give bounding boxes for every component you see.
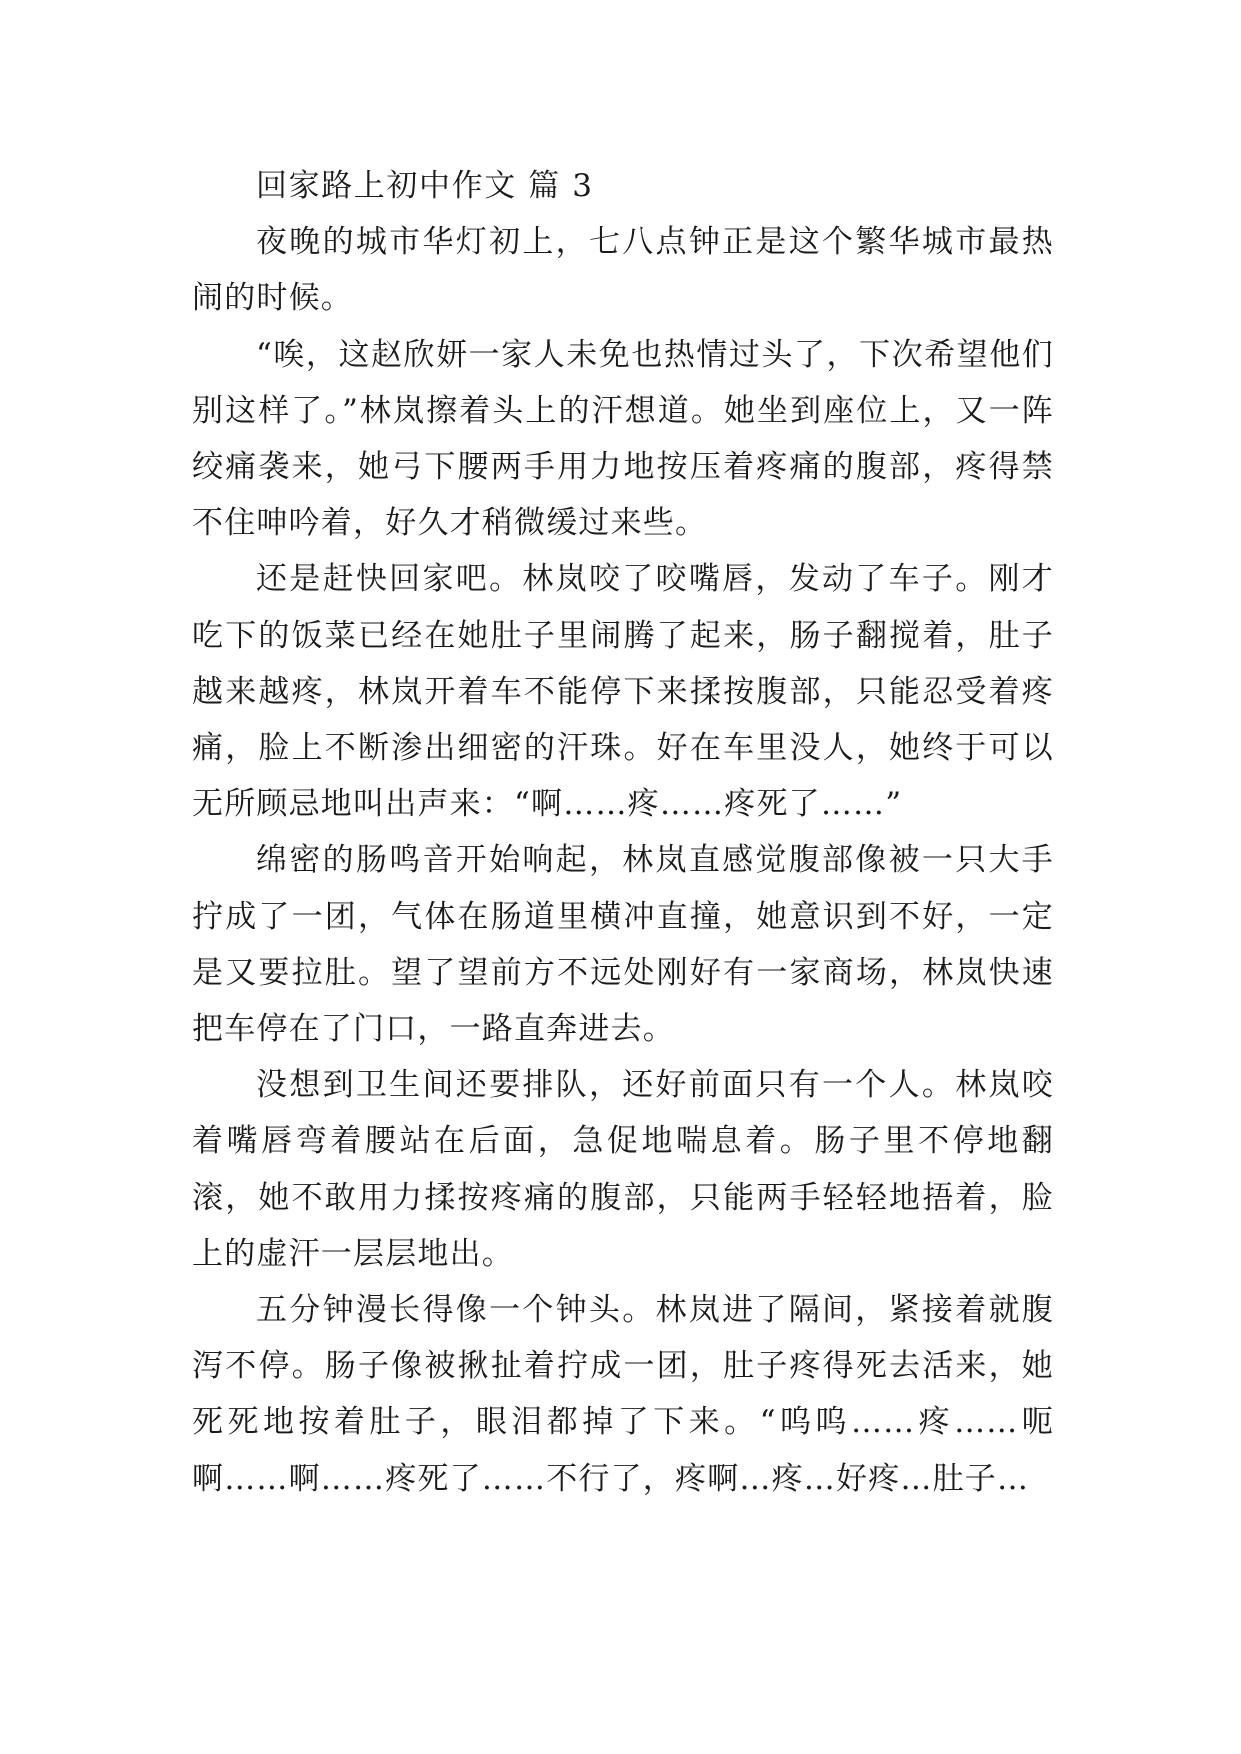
paragraph-2: “唉，这赵欣妍一家人未免也热情过头了，下次希望他们别这样了。”林岚擦着头上的汗想道。她坐到座位上，又一阵绞痛袭来，她弓下腰两手用力地按压着疼痛的腹部，疼得禁不住呻吟着，好久才稍微缓过来些。 <box>192 336 1054 542</box>
document-body <box>192 158 1054 1507</box>
paragraph-6: 五分钟漫长得像一个钟头。林岚进了隔间，紧接着就腹泻不停。肠子像被揪扯着拧成一团，肚子疼得死去活来，她死死地按着肚子，眼泪都掉了下来。“呜呜……疼……呃啊……啊……疼死了……不行了，疼啊…疼…好疼…肚子… <box>192 1292 1054 1497</box>
paragraph-1: 夜晚的城市华灯初上，七八点钟正是这个繁华城市最热闹的时候。 <box>192 224 1054 317</box>
paragraph-5: 没想到卫生间还要排队，还好前面只有一个人。林岚咬着嘴唇弯着腰站在后面，急促地喘息着。肠子里不停地翻滚，她不敢用力揉按疼痛的腹部，只能两手轻轻地捂着，脸上的虚汗一层层地出。 <box>192 1067 1054 1272</box>
paragraph-3: 还是赶快回家吧。林岚咬了咬嘴唇，发动了车子。刚才吃下的饭菜已经在她肚子里闹腾了起来，肠子翻搅着，肚子越来越疼，林岚开着车不能停下来揉按腹部，只能忍受着疼痛，脸上不断渗出细密的汗珠。好在车里没人，她终于可以无所顾忌地叫出声来：“啊……疼……疼死了……” <box>192 561 1054 823</box>
paragraph-4: 绵密的肠鸣音开始响起，林岚直感觉腹部像被一只大手拧成了一团，气体在肠道里横冲直撞，她意识到不好，一定是又要拉肚。望了望前方不远处刚好有一家商场，林岚快速把车停在了门口，一路直奔进去。 <box>192 842 1054 1048</box>
document-title: 回家路上初中作文 篇 3 <box>256 168 594 204</box>
